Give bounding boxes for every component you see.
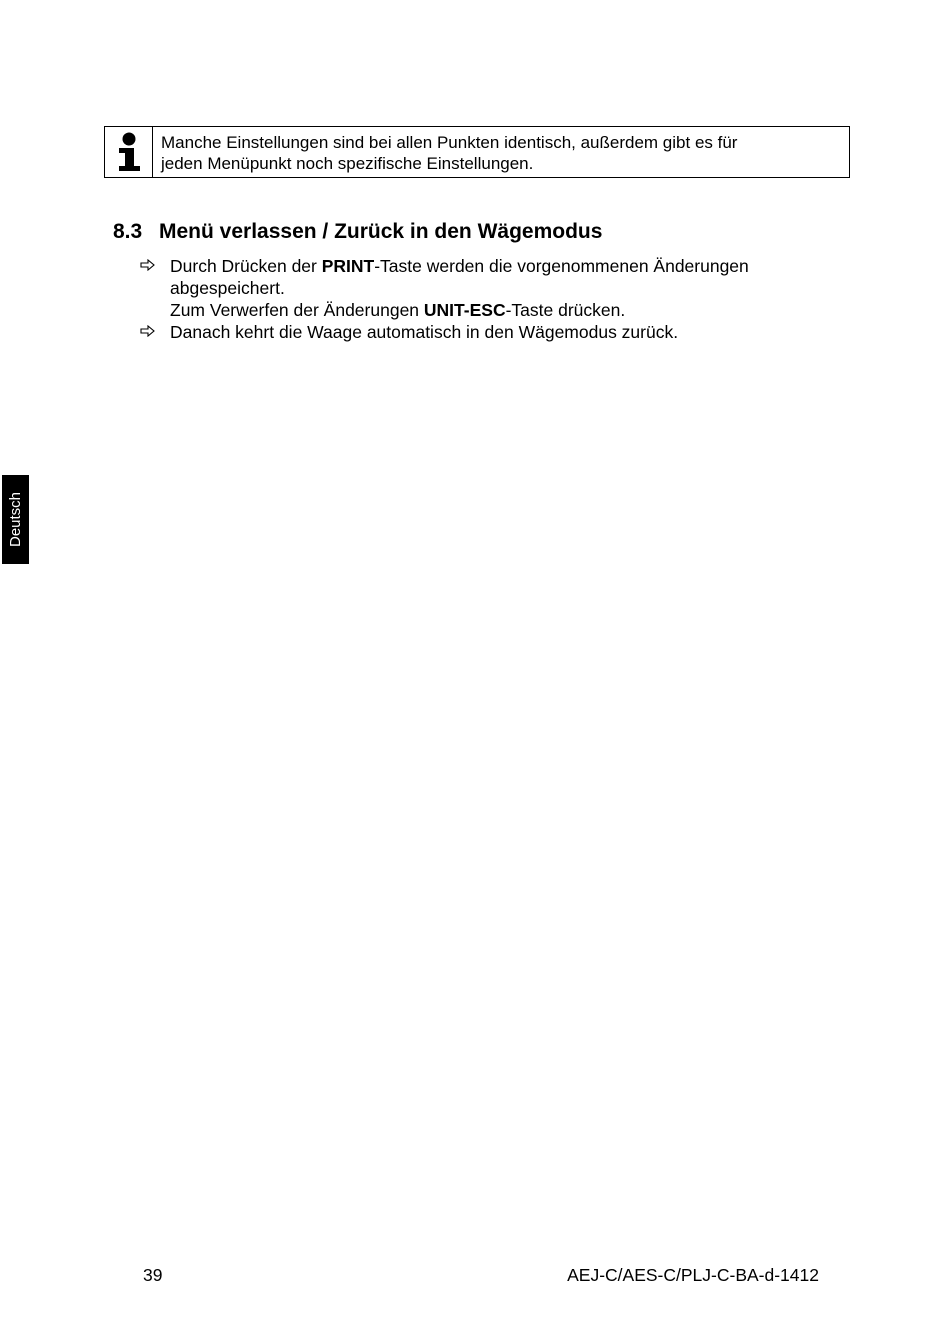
bullet-body [170,255,749,321]
bullet-line [170,255,749,277]
text-span: Durch Drücken der [170,256,322,276]
language-label: Deutsch [7,491,24,548]
list-item [140,255,840,321]
section-number: 8.3 [113,220,143,243]
text-span: Zum Verwerfen der Änderungen [170,300,424,320]
bullet-body [170,321,678,343]
document-id: AEJ-C/AES-C/PLJ-C-BA-d-1412 [567,1265,819,1285]
info-note-text [153,127,737,177]
bullet-list [140,255,840,343]
info-note-line: jeden Menüpunkt noch spezifische Einstellungen. [161,154,534,173]
bullet-line [170,299,749,321]
bullet-line: Danach kehrt die Waage automatisch in den Wägemodus zurück. [170,322,679,342]
info-icon [116,132,142,172]
text-span: -Taste werden die vorgenommenen Änderungen [374,256,749,276]
section-heading [113,218,602,246]
bullet-arrow-cell [140,255,170,321]
info-note-box [104,126,850,178]
text-span: -Taste drücken. [505,300,626,320]
key-name-print: PRINT [321,256,375,276]
section-title: Menü verlassen / Zurück in den Wägemodus [159,220,603,243]
info-note-line: Manche Einstellungen sind bei allen Punkten identisch, außerdem gibt es für [161,133,738,152]
bullet-arrow-cell [140,321,170,343]
key-name-unit-esc: UNIT-ESC [423,300,506,320]
bullet-line: abgespeichert. [170,278,285,298]
list-item [140,321,840,343]
arrow-right-outline-icon [140,325,155,337]
language-side-tab [2,475,29,564]
arrow-right-outline-icon [140,259,155,271]
info-icon-cell [105,127,153,177]
page-number: 39 [143,1265,163,1285]
